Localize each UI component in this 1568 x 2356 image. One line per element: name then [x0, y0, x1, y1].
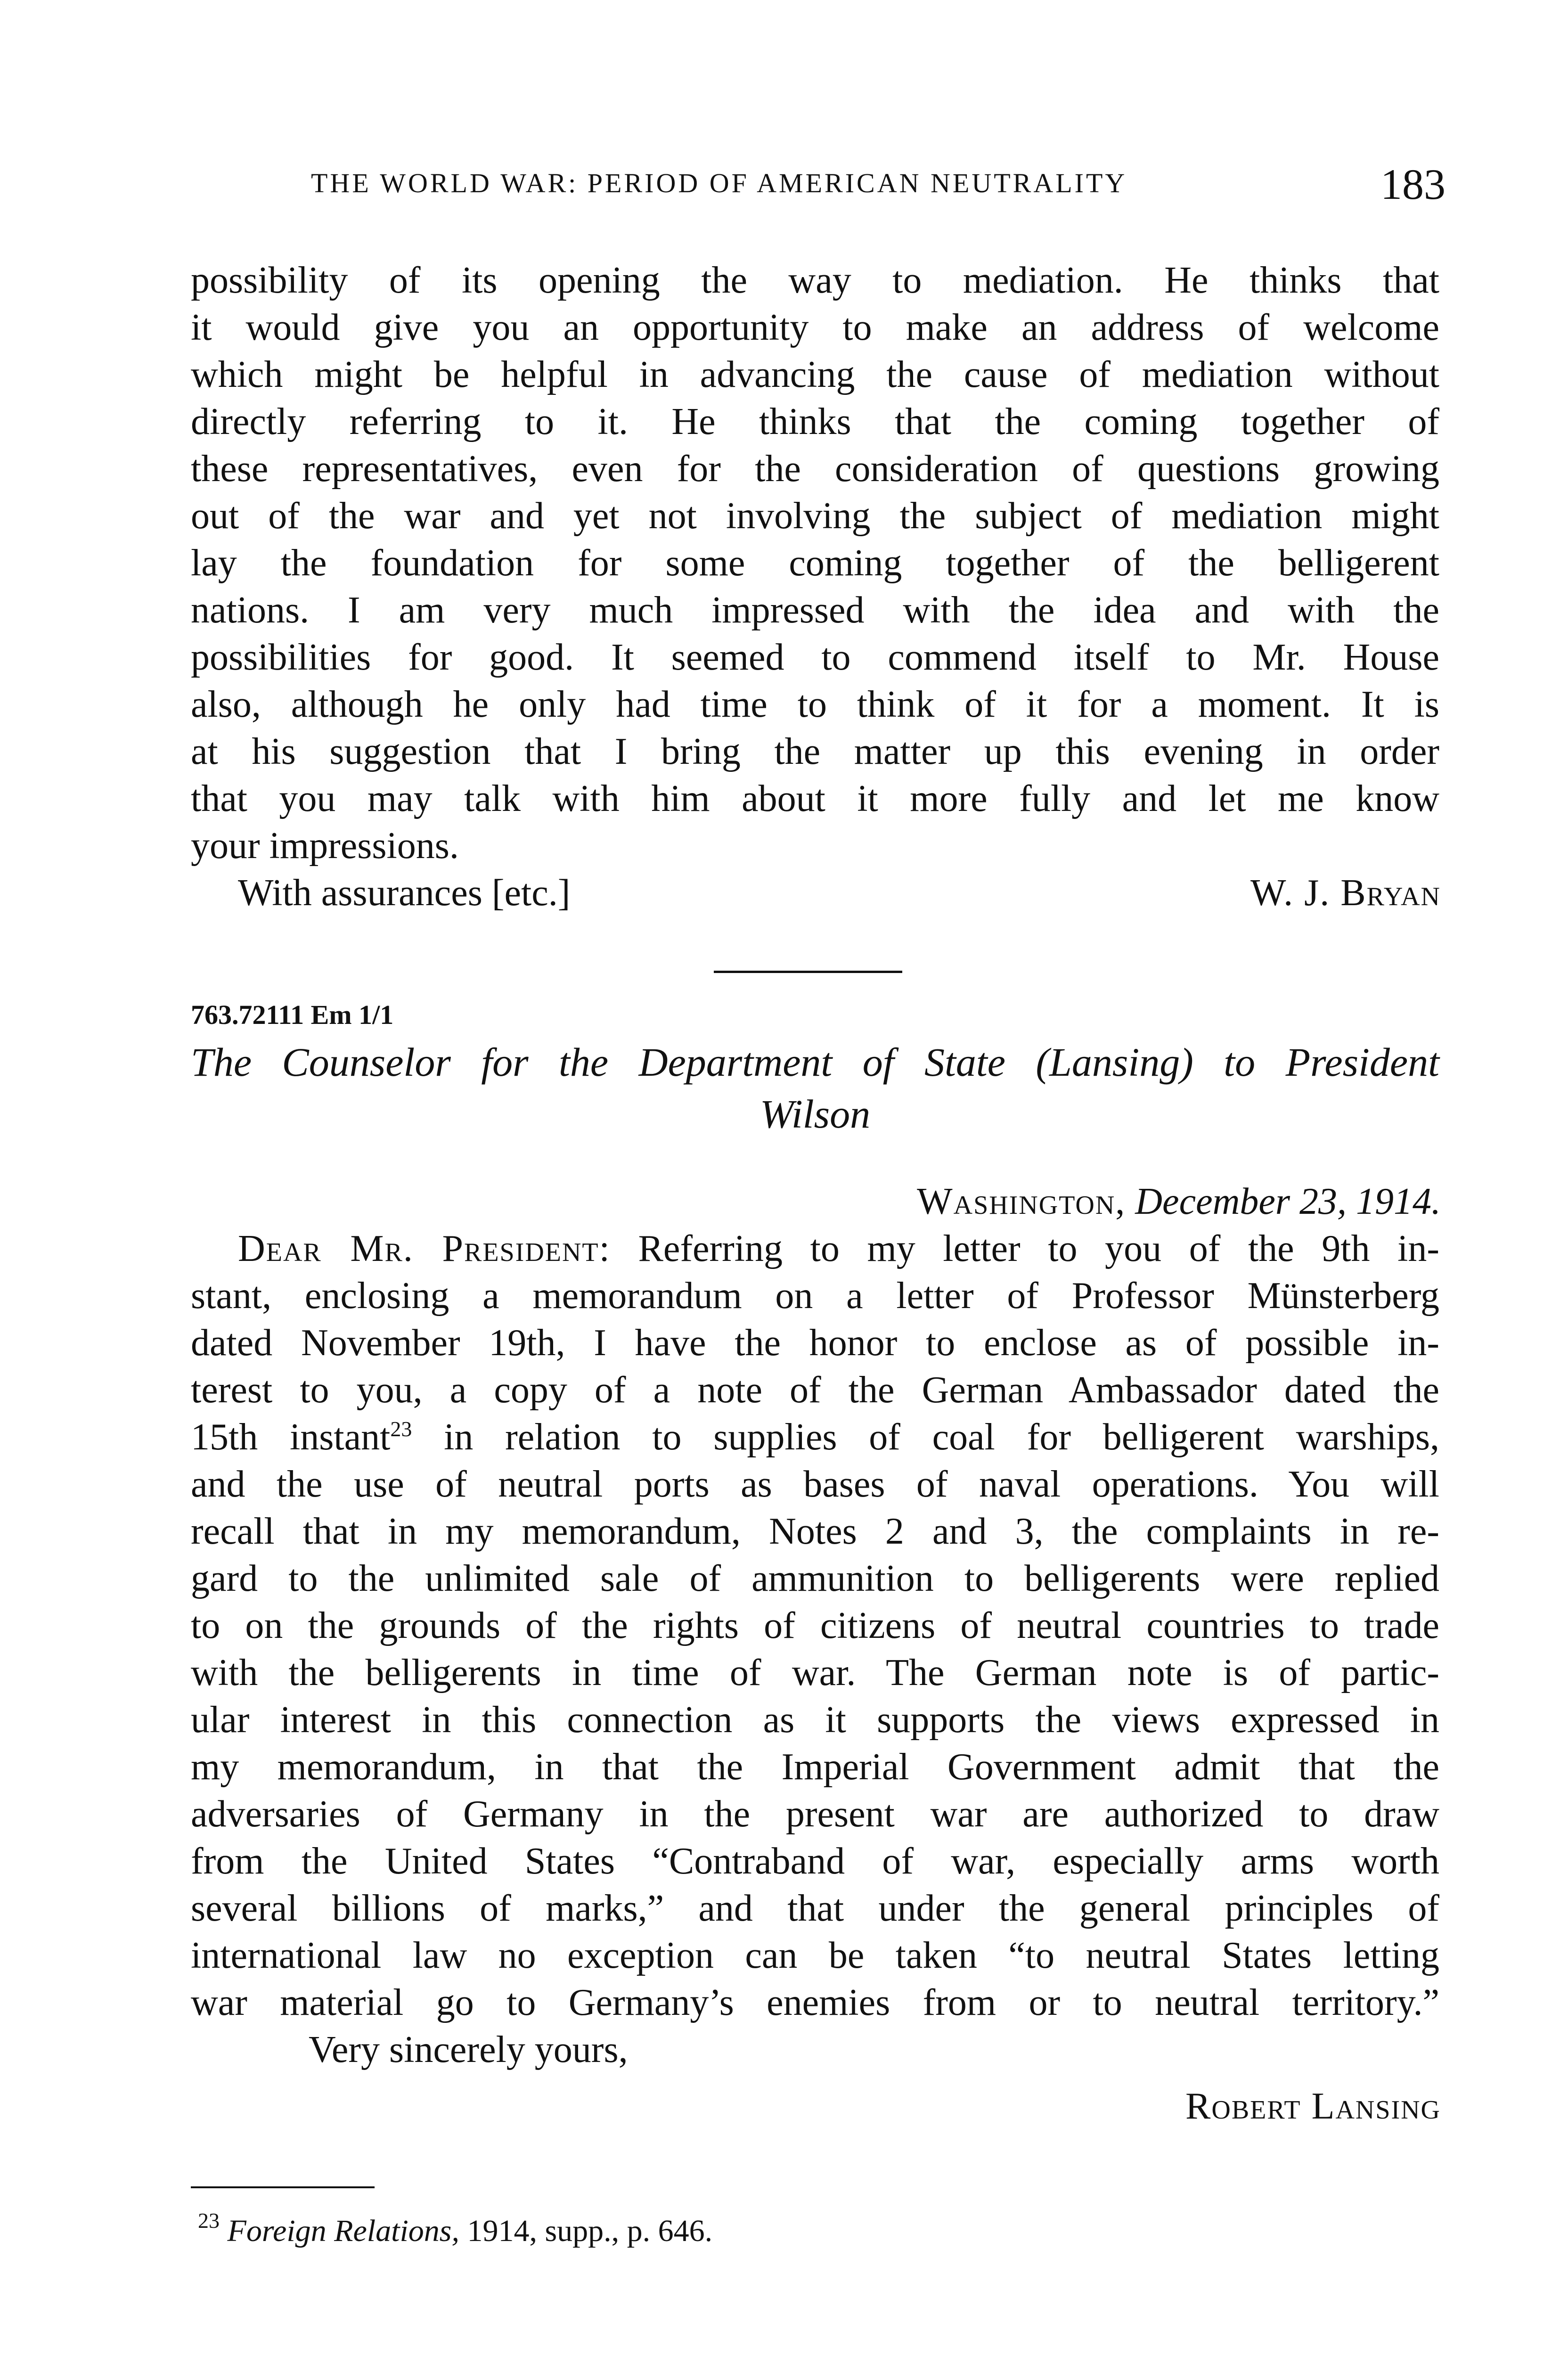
footnote-marker: 23 [198, 2209, 220, 2233]
body-text: 15th instant [191, 1416, 391, 1458]
file-reference: 763.72111 Em 1/1 [191, 999, 394, 1030]
body-text: Referring to my letter to you of the 9th in- [638, 1228, 1440, 1269]
running-head: THE WORLD WAR: PERIOD OF AMERICAN NEUTRALITY [311, 168, 1127, 198]
body-line: gard to the unlimited sale of ammunition to belligerents were replied [191, 1558, 1439, 1599]
body-line: ular interest in this connection as it supports the views expressed in [191, 1699, 1439, 1741]
dateline-date: December 23, 1914. [1135, 1181, 1441, 1222]
body-line: lay the foundation for some coming together of the belligerent [191, 542, 1439, 584]
footnote [198, 2210, 712, 2252]
body-line: and the use of neutral ports as bases of naval operations. You will [191, 1464, 1439, 1505]
body-line [191, 1414, 1439, 1461]
body-line: possibility of its opening the way to mediation. He thinks that [191, 260, 1439, 301]
body-line: war material go to Germany’s enemies from or to neutral territory.” [191, 1982, 1439, 2023]
salutation: Dear Mr. President: [238, 1228, 611, 1269]
body-line: nations. I am very much impressed with the idea and with the [191, 589, 1439, 631]
body-line: dated November 19th, I have the honor to enclose as of possible in- [191, 1322, 1439, 1364]
body-line: international law no exception can be taken “to neutral States letting [191, 1935, 1439, 1976]
body-line: also, although he only had time to think of it for a moment. It is [191, 684, 1439, 725]
letter1-closing: With assurances [etc.] [238, 872, 571, 914]
body-line: with the belligerents in time of war. The German note is of partic- [191, 1652, 1439, 1693]
body-line: my memorandum, in that the Imperial Government admit that the [191, 1746, 1439, 1788]
body-line: from the United States “Contraband of war, especially arms worth [191, 1841, 1439, 1882]
body-line: which might be helpful in advancing the cause of mediation without [191, 354, 1439, 395]
body-line: several billions of marks,” and that under the general principles of [191, 1888, 1439, 1929]
body-line: to on the grounds of the rights of citizens of neutral countries to trade [191, 1605, 1439, 1646]
footnote-divider [191, 2186, 375, 2188]
body-line: adversaries of Germany in the present war are authorized to draw [191, 1793, 1439, 1835]
dateline-place: Washington, [917, 1181, 1126, 1222]
body-line: your impressions. [191, 825, 459, 867]
footnote-source: Foreign Relations, [227, 2214, 459, 2248]
page-number: 183 [1380, 160, 1446, 208]
body-line: at his suggestion that I bring the matter up this evening in order [191, 731, 1439, 772]
body-line [191, 1225, 1439, 1272]
letter2-signature: Robert Lansing [1185, 2086, 1441, 2127]
body-line: directly referring to it. He thinks that the coming together of [191, 401, 1439, 442]
document-title: The Counselor for the Department of State (Lansing) to President [191, 1039, 1439, 1085]
document-title-continued: Wilson [760, 1091, 871, 1137]
footnote-reference: 23 [390, 1417, 412, 1441]
body-line: terest to you, a copy of a note of the German Ambassador dated the [191, 1369, 1439, 1411]
body-line: recall that in my memorandum, Notes 2 and 3, the complaints in re- [191, 1511, 1439, 1552]
body-line: that you may talk with him about it more fully and let me know [191, 778, 1439, 819]
letter1-signature: W. J. Bryan [1250, 872, 1441, 914]
body-line: these representatives, even for the consideration of questions growing [191, 448, 1439, 490]
dateline [917, 1178, 1441, 1225]
body-line: it would give you an opportunity to make an address of welcome [191, 307, 1439, 348]
body-line: out of the war and yet not involving the subject of mediation might [191, 495, 1439, 537]
footnote-citation: 1914, supp., p. 646. [467, 2214, 713, 2248]
body-line: stant, enclosing a memorandum on a letter of Professor Münsterberg [191, 1275, 1439, 1317]
section-divider [714, 971, 902, 973]
letter2-closing: Very sincerely yours, [309, 2029, 628, 2070]
body-line: possibilities for good. It seemed to commend itself to Mr. House [191, 637, 1439, 678]
body-text: in relation to supplies of coal for belligerent warships, [444, 1416, 1439, 1458]
